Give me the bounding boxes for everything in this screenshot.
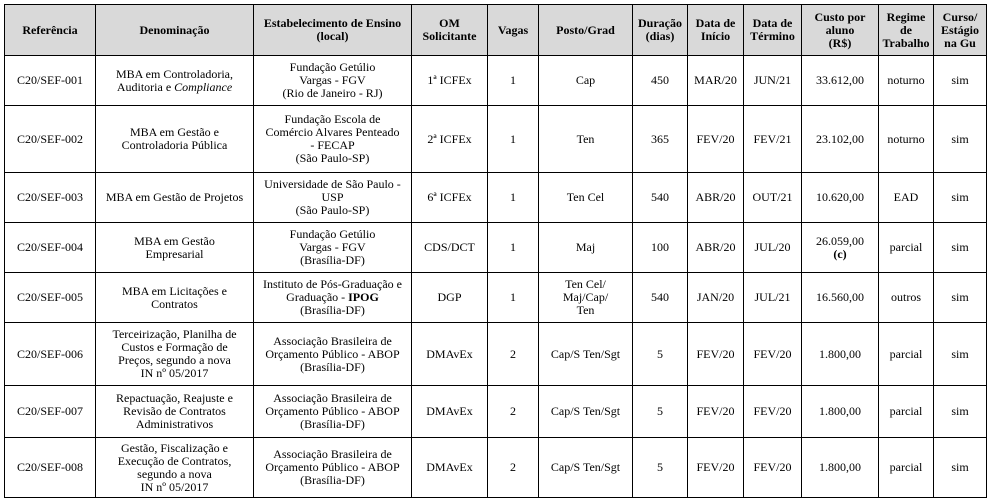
cell-duracao: 5	[633, 386, 688, 438]
cell-custo: 1.800,00	[802, 386, 879, 438]
cell-vagas: 1	[488, 173, 539, 223]
header-row	[5, 5, 987, 56]
cell-regime: noturno	[879, 106, 934, 173]
cell-inicio: ABR/20	[688, 223, 744, 273]
cell-duracao: 5	[633, 323, 688, 386]
cell-inicio: FEV/20	[688, 106, 744, 173]
cell-custo	[802, 223, 879, 273]
header-posto-grad: Posto/Grad	[539, 5, 633, 56]
cell-gu: sim	[934, 438, 987, 498]
cell-om: 6ª ICFEx	[412, 173, 488, 223]
table-row	[5, 438, 987, 498]
cell-duracao: 5	[633, 438, 688, 498]
table-row	[5, 173, 987, 223]
cell-custo: 23.102,00	[802, 106, 879, 173]
cell-referencia: C20/SEF-007	[5, 386, 96, 438]
cell-custo: 1.800,00	[802, 438, 879, 498]
cell-regime: EAD	[879, 173, 934, 223]
cell-inicio: FEV/20	[688, 386, 744, 438]
cell-referencia: C20/SEF-004	[5, 223, 96, 273]
cell-inicio: FEV/20	[688, 438, 744, 498]
cell-gu: sim	[934, 56, 987, 106]
cell-custo: 16.560,00	[802, 273, 879, 323]
cell-termino: JUL/20	[744, 223, 802, 273]
cell-referencia: C20/SEF-002	[5, 106, 96, 173]
cell-posto: Cap/S Ten/Sgt	[539, 323, 633, 386]
cell-om: CDS/DCT	[412, 223, 488, 273]
cell-denominacao: MBA em Licitações e Contratos	[96, 273, 254, 323]
cell-om: DGP	[412, 273, 488, 323]
cell-denominacao: Gestão, Fiscalização e Execução de Contratos, segundo a nova IN nº 05/2017	[96, 438, 254, 498]
cell-custo: 10.620,00	[802, 173, 879, 223]
cell-termino: JUN/21	[744, 56, 802, 106]
cell-termino: OUT/21	[744, 173, 802, 223]
cell-posto: Ten	[539, 106, 633, 173]
cell-om: 2ª ICFEx	[412, 106, 488, 173]
cell-vagas: 1	[488, 56, 539, 106]
cell-vagas: 1	[488, 223, 539, 273]
cell-gu: sim	[934, 386, 987, 438]
cell-referencia: C20/SEF-008	[5, 438, 96, 498]
denominacao-emphasis: Compliance	[174, 79, 233, 94]
cell-posto: Cap/S Ten/Sgt	[539, 438, 633, 498]
cell-gu: sim	[934, 173, 987, 223]
header-custo: Custo por aluno (R$)	[802, 5, 879, 56]
estabelecimento-bold: IPOG	[348, 290, 379, 304]
cell-referencia: C20/SEF-006	[5, 323, 96, 386]
cell-termino: FEV/20	[744, 386, 802, 438]
cell-inicio: ABR/20	[688, 173, 744, 223]
cell-om: DMAvEx	[412, 323, 488, 386]
custo-value: 26.059,00	[816, 233, 864, 248]
header-duracao: Duração (dias)	[633, 5, 688, 56]
table-row	[5, 106, 987, 173]
cell-gu: sim	[934, 223, 987, 273]
cell-duracao: 365	[633, 106, 688, 173]
cell-regime: outros	[879, 273, 934, 323]
table-row	[5, 386, 987, 438]
cell-termino: FEV/21	[744, 106, 802, 173]
cell-estabelecimento: Universidade de São Paulo - USP (São Paulo-SP)	[254, 173, 412, 223]
table-row	[5, 56, 987, 106]
cell-vagas: 2	[488, 386, 539, 438]
cell-estabelecimento: Associação Brasileira de Orçamento Público - ABOP (Brasília-DF)	[254, 386, 412, 438]
cell-regime: noturno	[879, 56, 934, 106]
cell-denominacao: MBA em Gestão Empresarial	[96, 223, 254, 273]
cell-estabelecimento: Associação Brasileira de Orçamento Público - ABOP (Brasília-DF)	[254, 323, 412, 386]
header-om-solicitante: OM Solicitante	[412, 5, 488, 56]
cell-termino: FEV/20	[744, 323, 802, 386]
header-data-inicio: Data de Início	[688, 5, 744, 56]
cell-denominacao: Repactuação, Reajuste e Revisão de Contratos Administrativos	[96, 386, 254, 438]
cell-inicio: JAN/20	[688, 273, 744, 323]
cell-regime: parcial	[879, 386, 934, 438]
table-row	[5, 223, 987, 273]
cell-regime: parcial	[879, 223, 934, 273]
cell-referencia: C20/SEF-003	[5, 173, 96, 223]
cell-om: 1ª ICFEx	[412, 56, 488, 106]
cell-om: DMAvEx	[412, 386, 488, 438]
table-row	[5, 273, 987, 323]
cell-inicio: FEV/20	[688, 323, 744, 386]
cell-vagas: 1	[488, 273, 539, 323]
cell-duracao: 540	[633, 273, 688, 323]
cell-estabelecimento: Fundação Escola de Comércio Alvares Penteado - FECAP (São Paulo-SP)	[254, 106, 412, 173]
cell-gu: sim	[934, 323, 987, 386]
cell-denominacao	[96, 56, 254, 106]
cell-termino: JUL/21	[744, 273, 802, 323]
cell-posto: Maj	[539, 223, 633, 273]
denominacao-text: MBA em Controladoria, Auditoria e	[116, 66, 233, 94]
cell-referencia: C20/SEF-001	[5, 56, 96, 106]
cell-posto: Ten Cel/ Maj/Cap/ Ten	[539, 273, 633, 323]
cell-referencia: C20/SEF-005	[5, 273, 96, 323]
cell-gu: sim	[934, 273, 987, 323]
cell-duracao: 540	[633, 173, 688, 223]
cell-termino: FEV/20	[744, 438, 802, 498]
table-row	[5, 323, 987, 386]
cell-vagas: 2	[488, 323, 539, 386]
custo-note: (c)	[833, 246, 847, 261]
cell-denominacao: Terceirização, Planilha de Custos e Formação de Preços, segundo a nova IN nº 05/2017	[96, 323, 254, 386]
estabelecimento-local: (Brasília-DF)	[300, 303, 365, 317]
header-curso-estagio: Curso/ Estágio na Gu	[934, 5, 987, 56]
courses-table	[4, 4, 987, 498]
estabelecimento-text: Instituto de Pós-Graduação e Graduação -	[263, 277, 402, 304]
cell-regime: parcial	[879, 323, 934, 386]
cell-custo: 1.800,00	[802, 323, 879, 386]
cell-posto: Ten Cel	[539, 173, 633, 223]
cell-posto: Cap/S Ten/Sgt	[539, 386, 633, 438]
cell-denominacao: MBA em Gestão de Projetos	[96, 173, 254, 223]
cell-estabelecimento: Associação Brasileira de Orçamento Público - ABOP (Brasília-DF)	[254, 438, 412, 498]
cell-custo: 33.612,00	[802, 56, 879, 106]
header-data-termino: Data de Término	[744, 5, 802, 56]
cell-denominacao: MBA em Gestão e Controladoria Pública	[96, 106, 254, 173]
cell-vagas: 1	[488, 106, 539, 173]
cell-estabelecimento	[254, 273, 412, 323]
header-denominacao: Denominação	[96, 5, 254, 56]
cell-inicio: MAR/20	[688, 56, 744, 106]
header-vagas: Vagas	[488, 5, 539, 56]
cell-regime: parcial	[879, 438, 934, 498]
cell-vagas: 2	[488, 438, 539, 498]
cell-posto: Cap	[539, 56, 633, 106]
header-referencia: Referência	[5, 5, 96, 56]
cell-duracao: 450	[633, 56, 688, 106]
header-estabelecimento: Estabelecimento de Ensino (local)	[254, 5, 412, 56]
cell-gu: sim	[934, 106, 987, 173]
cell-duracao: 100	[633, 223, 688, 273]
cell-estabelecimento: Fundação Getúlio Vargas - FGV (Rio de Janeiro - RJ)	[254, 56, 412, 106]
cell-om: DMAvEx	[412, 438, 488, 498]
header-regime: Regime de Trabalho	[879, 5, 934, 56]
cell-estabelecimento: Fundação Getúlio Vargas - FGV (Brasília-DF)	[254, 223, 412, 273]
